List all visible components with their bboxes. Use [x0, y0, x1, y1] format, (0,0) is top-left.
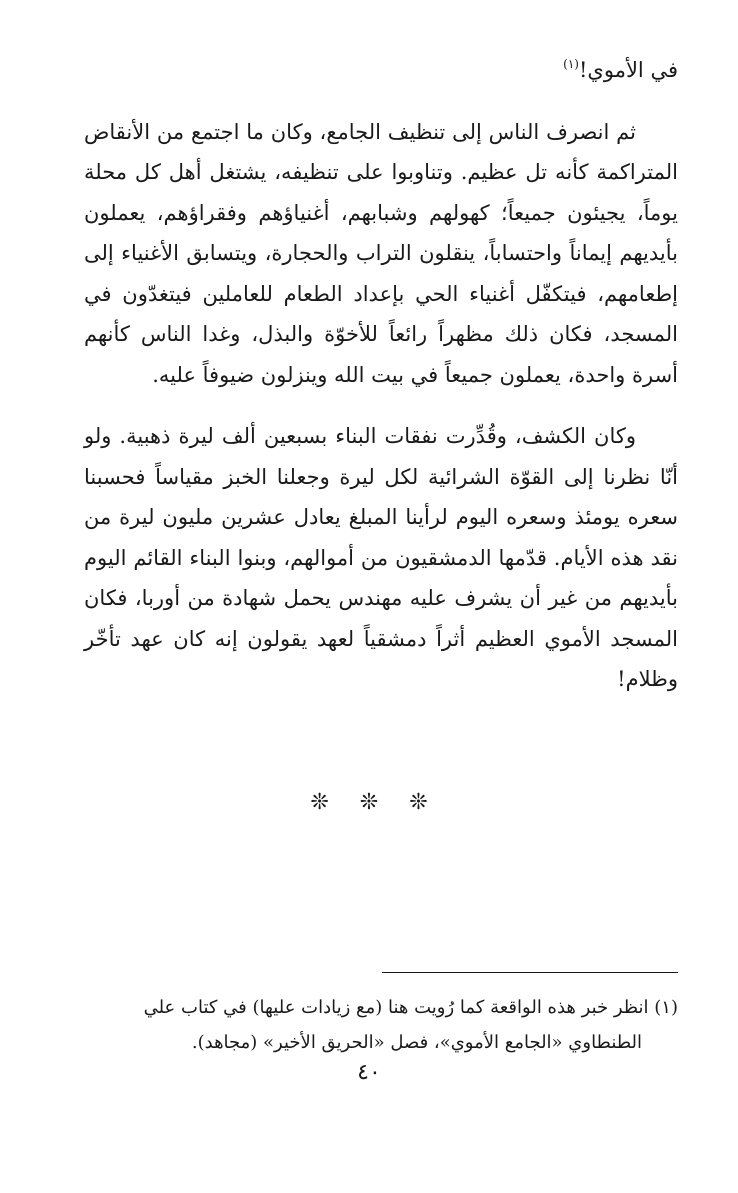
paragraph-cleaning: ثم انصرف الناس إلى تنظيف الجامع، وكان ما اجتمع من الأنقاض المتراكمة كأنه تل عظيم. وتناوبوا على تنظيفه، يشتغل أهل كل محلة يوماً، يجيئون جميعاً؛ كهولهم وشبابهم، أغنياؤهم وفقراؤهم، يعملون بأيديهم إيماناً واحتساباً، ينقلون التراب والحجارة، ويتسابق الأغنياء إلى إطعامهم، فيتكفّل أغنياء الحي بإعداد الطعام للعاملين فيتغدّون في المسجد، فكان ذلك مظهراً رائعاً للأخوّة والبذل، وغدا الناس كأنهم أسرة واحدة، يعملون جميعاً في بيت الله وينزلون ضيوفاً عليه.: [84, 119, 678, 387]
asterism-icon: ❊: [409, 790, 428, 815]
body-text: [84, 50, 678, 700]
asterism-icon: ❊: [359, 790, 379, 815]
footnote: [84, 990, 678, 1060]
footnote-line: (١) انظر خبر هذه الواقعة كما رُويت هنا (مع زيادات عليها) في كتاب علي: [143, 997, 678, 1018]
footnote-separator: [382, 972, 678, 973]
asterism-icon: ❊: [310, 790, 329, 815]
opening-line: [84, 50, 678, 91]
paragraph-cost: وكان الكشف، وقُدِّرت نفقات البناء بسبعين ألف ليرة ذهبية. ولو أنّا نظرنا إلى القوّة الشرائية لكل ليرة وجعلنا الخبز مقياساً فحسبنا سعره يومئذ وسعره اليوم لرأينا المبلغ يعادل عشرين مليون ليرة من نقد هذه الأيام. قدّمها الدمشقيون من أموالهم، وبنوا البناء القائم اليوم بأيديهم من غير أن يشرف عليه مهندس يحمل شهادة من أوربا، فكان المسجد الأموي العظيم أثراً دمشقياً لعهد يقولون إنه كان عهد تأخّر وظلام!: [84, 424, 678, 691]
opening-text: في الأموي!: [578, 58, 678, 82]
section-break: [0, 790, 738, 815]
footnote-marker: (١): [563, 57, 579, 71]
footnote-line: الطنطاوي «الجامع الأموي»، فصل «الحريق الأخير» (مجاهد).: [191, 1032, 642, 1053]
page-number: ٤٠: [357, 1060, 381, 1085]
